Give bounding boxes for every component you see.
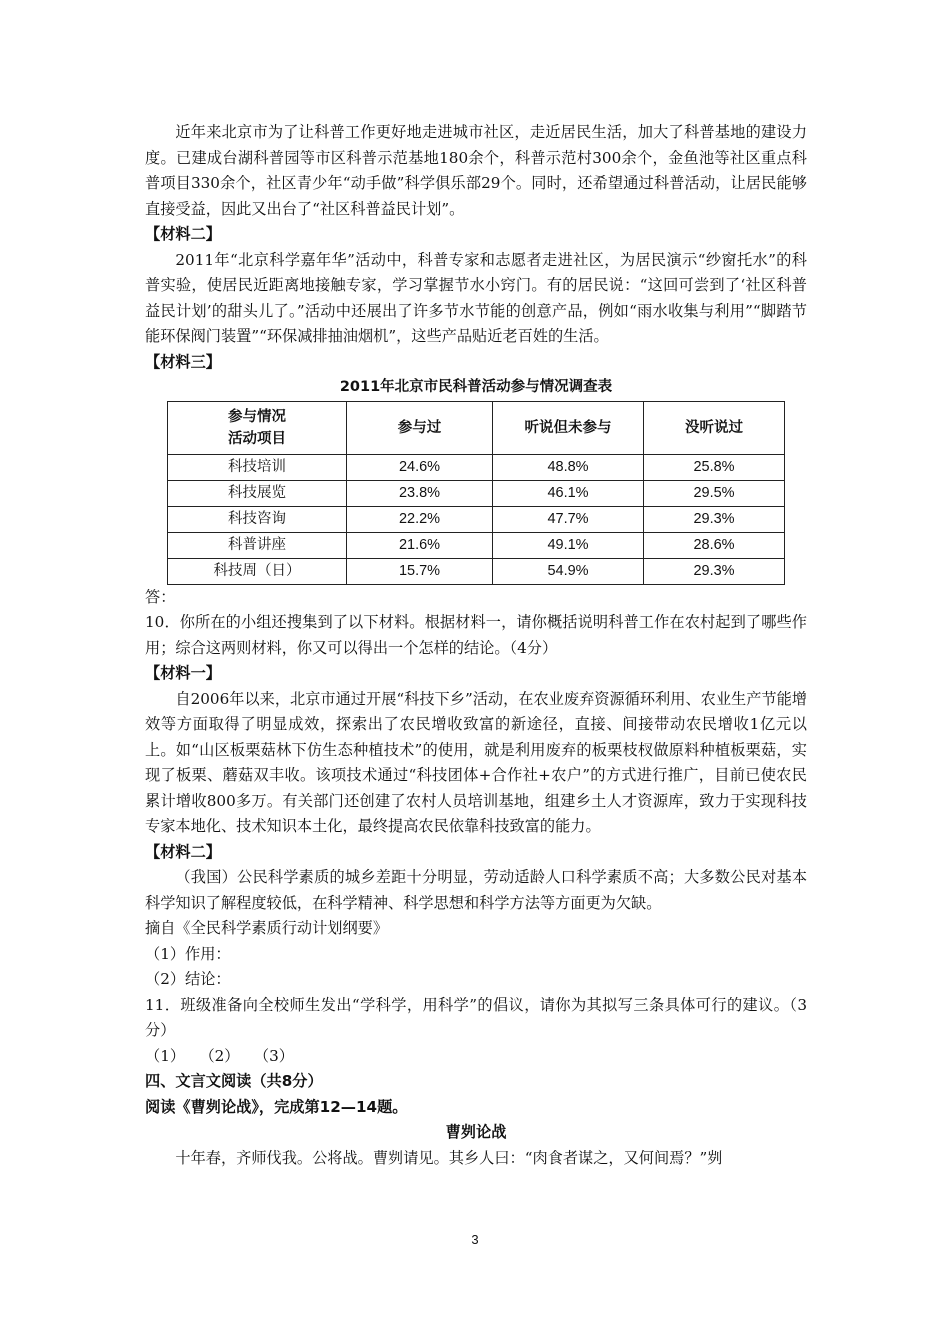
q11-blank-2: （2） xyxy=(207,1046,240,1065)
row-value-never: 29.5% xyxy=(644,480,785,506)
material1-paragraph-b: 自2006年以来，北京市通过开展“科技下乡”活动，在农业废弃资源循环利用、农业生产节能增效等方面取得了明显成效，探索出了农民增收致富的新途径，直接、间接带动农民增收1亿元以上。如“山区板栗菇林下仿生态种植技术”的使用，就是利用废弃的板栗枝杈做原料种植板栗菇，实现了板栗、蘑菇双丰收。该项技术通过“科技团体+合作社+农户”的方式进行推广，目前已使农民累计增收800多万。有关部门还创建了农村人员培训基地，组建乡土人才资源库，致力于实现科技专家本地化、技术知识本土化，最终提高农民依靠科技致富的能力。 xyxy=(145,689,807,835)
survey-table xyxy=(167,401,785,585)
row-value-participated: 22.2% xyxy=(347,506,493,532)
material1-heading-b: 【材料一】 xyxy=(145,664,221,682)
passage-title: 曹刿论战 xyxy=(445,1123,507,1141)
header-heard-not-participated: 听说但未参与 xyxy=(493,401,644,454)
row-value-never: 29.3% xyxy=(644,558,785,584)
material2-heading-b: 【材料二】 xyxy=(145,842,221,861)
header-participated: 参与过 xyxy=(347,401,493,454)
row-value-heard: 47.7% xyxy=(493,506,644,532)
table-row xyxy=(168,454,785,480)
q10-part1-effect: （1）作用： xyxy=(145,944,231,963)
material3-heading: 【材料三】 xyxy=(145,352,221,371)
row-value-heard: 46.1% xyxy=(493,480,644,506)
row-value-never: 25.8% xyxy=(644,454,785,480)
answer-label: 答： xyxy=(145,587,176,606)
section-4-title: 四、文言文阅读（共8分） xyxy=(145,1072,323,1090)
row-item: 科技周（日） xyxy=(168,558,347,584)
table-corner-cell xyxy=(168,401,347,454)
row-value-participated: 15.7% xyxy=(347,558,493,584)
row-item: 科技培训 xyxy=(168,454,347,480)
corner-top-label: 参与情况 xyxy=(228,408,286,425)
section-4-instruction: 阅读《曹刿论战》，完成第12—14题。 xyxy=(145,1097,408,1116)
row-value-participated: 23.8% xyxy=(347,480,493,506)
row-value-participated: 24.6% xyxy=(347,454,493,480)
source-note: 摘自《全民科学素质行动计划纲要》 xyxy=(145,919,388,937)
header-never-heard: 没听说过 xyxy=(644,401,785,454)
material1-paragraph-a: 近年来北京市为了让科普工作更好地走进城市社区，走近居民生活，加大了科普基地的建设力度。已建成台湖科普园等市区科普示范基地180余个，科普示范村300余个，金鱼池等社区重点科普项目330余个，社区青少年“动手做”科学俱乐部29个。同时，还希望通过科普活动，让居民能够直接受益，因此又出台了“社区科普益民计划”。 xyxy=(145,123,807,218)
q11-blank-1: （1） xyxy=(145,1046,186,1065)
row-value-never: 29.3% xyxy=(644,506,785,532)
row-value-never: 28.6% xyxy=(644,532,785,558)
table-title: 2011年北京市民科普活动参与情况调查表 xyxy=(339,379,613,395)
row-value-heard: 48.8% xyxy=(493,454,644,480)
question-11: 11．班级准备向全校师生发出“学科学，用科学”的倡议，请你为其拟写三条具体可行的建议。（3分） xyxy=(145,995,807,1039)
table-row xyxy=(168,558,785,584)
q11-blank-3: （3） xyxy=(261,1046,294,1065)
table-row xyxy=(168,532,785,558)
table-row xyxy=(168,480,785,506)
material2-paragraph-a: 2011年“北京科学嘉年华”活动中，科普专家和志愿者走进社区，为居民演示“纱窗托水”的科普实验，使居民近距离地接触专家，学习掌握节水小窍门。有的居民说：“这回可尝到了‘社区科普益民计划’的甜头儿了。”活动中还展出了许多节水节能的创意产品，例如“雨水收集与利用”“脚踏节能环保阀门装置”“环保减排抽油烟机”，这些产品贴近老百姓的生活。 xyxy=(145,250,807,345)
table-header-row xyxy=(168,401,785,454)
row-value-heard: 49.1% xyxy=(493,532,644,558)
row-item: 科普讲座 xyxy=(168,532,347,558)
row-value-participated: 21.6% xyxy=(347,532,493,558)
row-item: 科技咨询 xyxy=(168,506,347,532)
row-item: 科技展览 xyxy=(168,480,347,506)
document-page xyxy=(145,120,807,1171)
q11-blanks xyxy=(145,1044,807,1070)
passage-text: 十年春，齐师伐我。公将战。曹刿请见。其乡人曰：“肉食者谋之，又何间焉？”刿 xyxy=(175,1148,723,1167)
material2-heading-a: 【材料二】 xyxy=(145,225,221,243)
q10-part2-conclusion: （2）结论： xyxy=(145,970,231,988)
page-number: 3 xyxy=(471,1232,479,1247)
question-10: 10．你所在的小组还搜集到了以下材料。根据材料一，请你概括说明科普工作在农村起到了哪些作用；综合这两则材料，你又可以得出一个怎样的结论。（4分） xyxy=(145,613,807,657)
corner-bottom-label: 活动项目 xyxy=(228,430,286,447)
row-value-heard: 54.9% xyxy=(493,558,644,584)
material2-paragraph-b: （我国）公民科学素质的城乡差距十分明显，劳动适龄人口科学素质不高；大多数公民对基本科学知识了解程度较低，在科学精神、科学思想和科学方法等方面更为欠缺。 xyxy=(145,868,807,912)
table-row xyxy=(168,506,785,532)
